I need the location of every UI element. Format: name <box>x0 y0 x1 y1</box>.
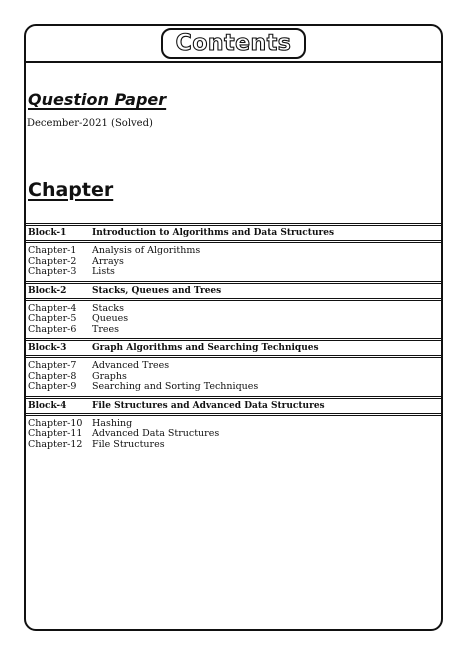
chapter-title: Graphs <box>92 370 127 382</box>
chapter-heading: Chapter <box>28 179 114 201</box>
chapter-number: Chapter-8 <box>28 370 77 382</box>
chapter-row[interactable] <box>24 304 442 315</box>
title-divider <box>24 61 443 63</box>
chapter-row[interactable] <box>24 419 442 430</box>
chapter-title: File Structures <box>92 438 165 450</box>
block-title: Stacks, Queues and Trees <box>92 285 222 296</box>
chapter-number: Chapter-10 <box>28 417 83 429</box>
chapter-number: Chapter-4 <box>28 302 77 314</box>
chapter-row[interactable] <box>24 382 442 393</box>
chapter-row[interactable] <box>24 257 442 268</box>
chapter-title: Trees <box>92 323 119 335</box>
chapter-number: Chapter-3 <box>28 266 77 277</box>
chapter-number: Chapter-6 <box>28 323 77 335</box>
chapter-number: Chapter-7 <box>28 360 77 371</box>
block-code: Block-1 <box>28 228 67 238</box>
chapter-row[interactable] <box>24 314 442 325</box>
chapter-number: Chapter-11 <box>28 428 83 439</box>
block-code: Block-4 <box>28 400 67 411</box>
chapter-title: Queues <box>92 313 129 324</box>
chapter-title: Stacks <box>92 302 124 314</box>
chapter-row[interactable] <box>24 361 442 372</box>
block-header-3[interactable] <box>24 338 442 358</box>
chapter-row[interactable] <box>24 246 442 257</box>
block-header-4[interactable] <box>24 396 442 416</box>
table-of-contents <box>24 223 442 453</box>
question-paper-item[interactable]: December-2021 (Solved) <box>27 118 153 129</box>
block-3-chapters <box>24 358 442 396</box>
chapter-title: Advanced Trees <box>92 360 170 371</box>
block-title: File Structures and Advanced Data Structures <box>92 400 325 411</box>
block-code: Block-3 <box>28 343 67 353</box>
chapter-title: Arrays <box>92 255 124 267</box>
chapter-title: Lists <box>92 266 115 277</box>
title-badge <box>161 28 306 59</box>
chapter-title: Analysis of Algorithms <box>92 245 201 256</box>
block-title: Introduction to Algorithms and Data Structures <box>92 228 335 238</box>
block-title: Graph Algorithms and Searching Techniques <box>92 343 319 353</box>
chapter-title: Searching and Sorting Techniques <box>92 381 259 392</box>
chapter-row[interactable] <box>24 267 442 278</box>
chapter-title: Hashing <box>92 417 133 429</box>
chapter-number: Chapter-1 <box>28 245 77 256</box>
chapter-title: Advanced Data Structures <box>92 428 220 439</box>
block-header-1[interactable] <box>24 223 442 243</box>
chapter-row[interactable] <box>24 429 442 440</box>
question-paper-heading: Question Paper <box>28 90 167 109</box>
block-code: Block-2 <box>28 285 67 296</box>
chapter-number: Chapter-12 <box>28 438 83 450</box>
block-2-chapters <box>24 301 442 339</box>
block-header-2[interactable] <box>24 281 442 301</box>
chapter-number: Chapter-2 <box>28 255 77 267</box>
chapter-number: Chapter-5 <box>28 313 77 324</box>
block-1-chapters <box>24 243 442 281</box>
chapter-number: Chapter-9 <box>28 381 77 392</box>
chapter-row[interactable] <box>24 325 442 336</box>
block-4-chapters <box>24 416 442 454</box>
chapter-row[interactable] <box>24 440 442 451</box>
page-title: Contents <box>175 31 292 56</box>
